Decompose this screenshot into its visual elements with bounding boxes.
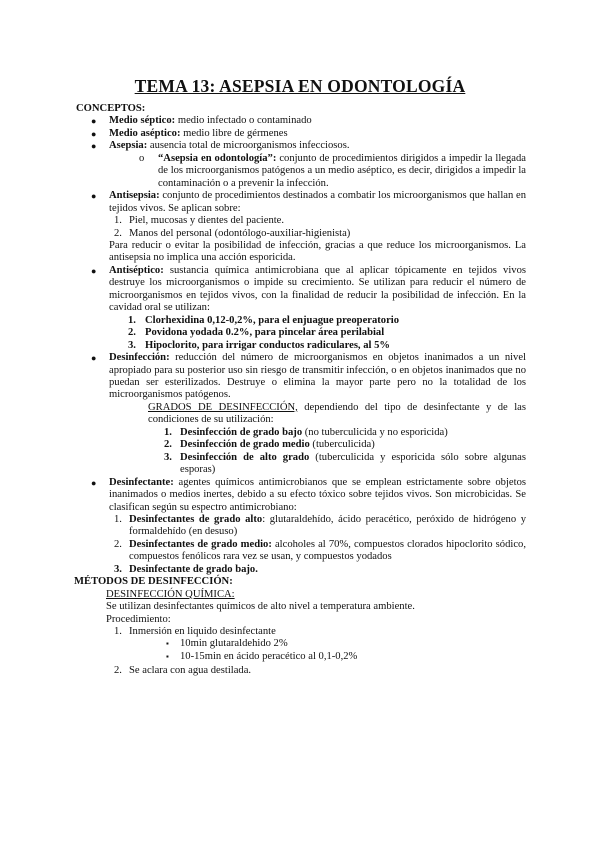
list-item: 1. Desinfectantes de grado alto: glutaraldehído, ácido peracético, peróxido de hidrógeno y formaldehído (en desuso) bbox=[114, 513, 526, 538]
list-item: o “Asepsia en odontología”: conjunto de procedimientos dirigidos a impedir la llegada de los microorganismos patógenos a un medio aséptico, es decir, dirigidos a impedir la contaminación o a prevenir la infección. bbox=[139, 152, 526, 189]
bullet-icon: ● bbox=[91, 191, 97, 202]
list-item: 1. Piel, mucosas y dientes del paciente. bbox=[114, 215, 285, 227]
list-item: ● Asepsia: ausencia total de microorganismos infecciosos. bbox=[91, 140, 350, 152]
list-item: 3. Desinfectante de grado bajo. bbox=[114, 563, 258, 575]
subsection-heading: DESINFECCIÓN QUÍMICA: bbox=[106, 588, 235, 600]
list-item: ● Desinfectante: agentes químicos antimicrobianos que se emplean estrictamente sobre objetos inanimados o medios inertes, debido a su efecto tóxico sobre tejidos vivos. Son microbicidas. Se clasifican según su espectro antimicrobiano: bbox=[91, 476, 526, 513]
square-bullet-icon: ▪ bbox=[166, 639, 169, 649]
paragraph: GRADOS DE DESINFECCIÓN, dependiendo del tipo de desinfectante y de las condiciones de su utilización: bbox=[148, 401, 526, 426]
list-item: ▪ 10min glutaraldehido 2% bbox=[166, 638, 288, 650]
list-item: ● Medio séptico: medio infectado o contaminado bbox=[91, 115, 312, 127]
page-title: TEMA 13: ASEPSIA EN ODONTOLOGÍA bbox=[134, 76, 466, 96]
list-item: 1. Inmersión en liquido desinfectante bbox=[114, 626, 276, 638]
circle-bullet-icon: o bbox=[139, 152, 145, 164]
section-heading-metodos: MÉTODOS DE DESINFECCIÓN: bbox=[74, 576, 233, 588]
square-bullet-icon: ▪ bbox=[166, 651, 169, 661]
section-heading-conceptos: CONCEPTOS: bbox=[76, 103, 146, 114]
paragraph: Se utilizan desinfectantes químicos de alto nivel a temperatura ambiente. bbox=[106, 601, 415, 613]
list-item: ● Desinfección: reducción del número de microorganismos en objetos inanimados a un nivel apropiado para su posterior uso sin riesgo de transmitir infección, o en objetos inanimados que no puedan ser esterilizados. Destruye o elimina la mayor parte pero no la totalidad de los microorganismos patógenos. bbox=[91, 352, 526, 401]
bullet-icon: ● bbox=[91, 477, 97, 488]
list-item: ● Medio aséptico: medio libre de gérmenes bbox=[91, 127, 288, 139]
bullet-icon: ● bbox=[91, 128, 97, 139]
list-item: 1. Desinfección de grado bajo (no tuberculicida y no esporicida) bbox=[164, 426, 448, 438]
list-item: 3. Desinfección de alto grado (tuberculicida y esporicida sólo sobre algunas esporas) bbox=[164, 451, 527, 476]
list-item: 2. Se aclara con agua destilada. bbox=[114, 665, 252, 677]
list-item: 2. Manos del personal (odontólogo-auxiliar-higienista) bbox=[114, 227, 351, 239]
list-item: 2. Povidona yodada 0.2%, para pincelar área perilabial bbox=[128, 327, 385, 339]
list-item: 2. Desinfectantes de grado medio: alcoholes al 70%, compuestos clorados hipoclorito sódico, compuestos fenólicos rara vez se usan, y compuestos yodados bbox=[114, 538, 526, 563]
bullet-icon: ● bbox=[91, 141, 97, 152]
paragraph: Para reducir o evitar la posibilidad de infección, gracias a que reduce los microorganismos. La antisepsia no implica una acción esporicida. bbox=[109, 239, 526, 264]
list-item: ▪ 10-15min en ácido peracético al 0,1-0,2% bbox=[166, 650, 358, 662]
list-item: 2. Desinfección de grado medio (tuberculicida) bbox=[164, 439, 375, 451]
document-body bbox=[76, 103, 526, 678]
list-item: ● Antisepsia: conjunto de procedimientos destinados a combatir los microorganismos que hallan en tejidos vivos. Se aplican sobre: bbox=[91, 190, 526, 214]
list-item: 1. Clorhexidina 0,12-0,2%, para el enjuague preoperatorio bbox=[128, 314, 400, 326]
list-item: ● Antiséptico: sustancia química antimicrobiana que al aplicar tópicamente en tejidos vivos destruye los microorganismos o impide su crecimiento. Se utilizan para reducir el número de microorganismos en tejidos vivos, con la finalidad de reducir la posibilidad de infección. En la cavidad oral se utilizan: bbox=[91, 264, 526, 314]
paragraph: Procedimiento: bbox=[106, 613, 171, 625]
bullet-icon: ● bbox=[91, 265, 97, 276]
bullet-icon: ● bbox=[91, 116, 97, 127]
list-item: 3. Hipoclorito, para irrigar conductos radiculares, al 5% bbox=[128, 339, 391, 351]
bullet-icon: ● bbox=[91, 353, 97, 364]
